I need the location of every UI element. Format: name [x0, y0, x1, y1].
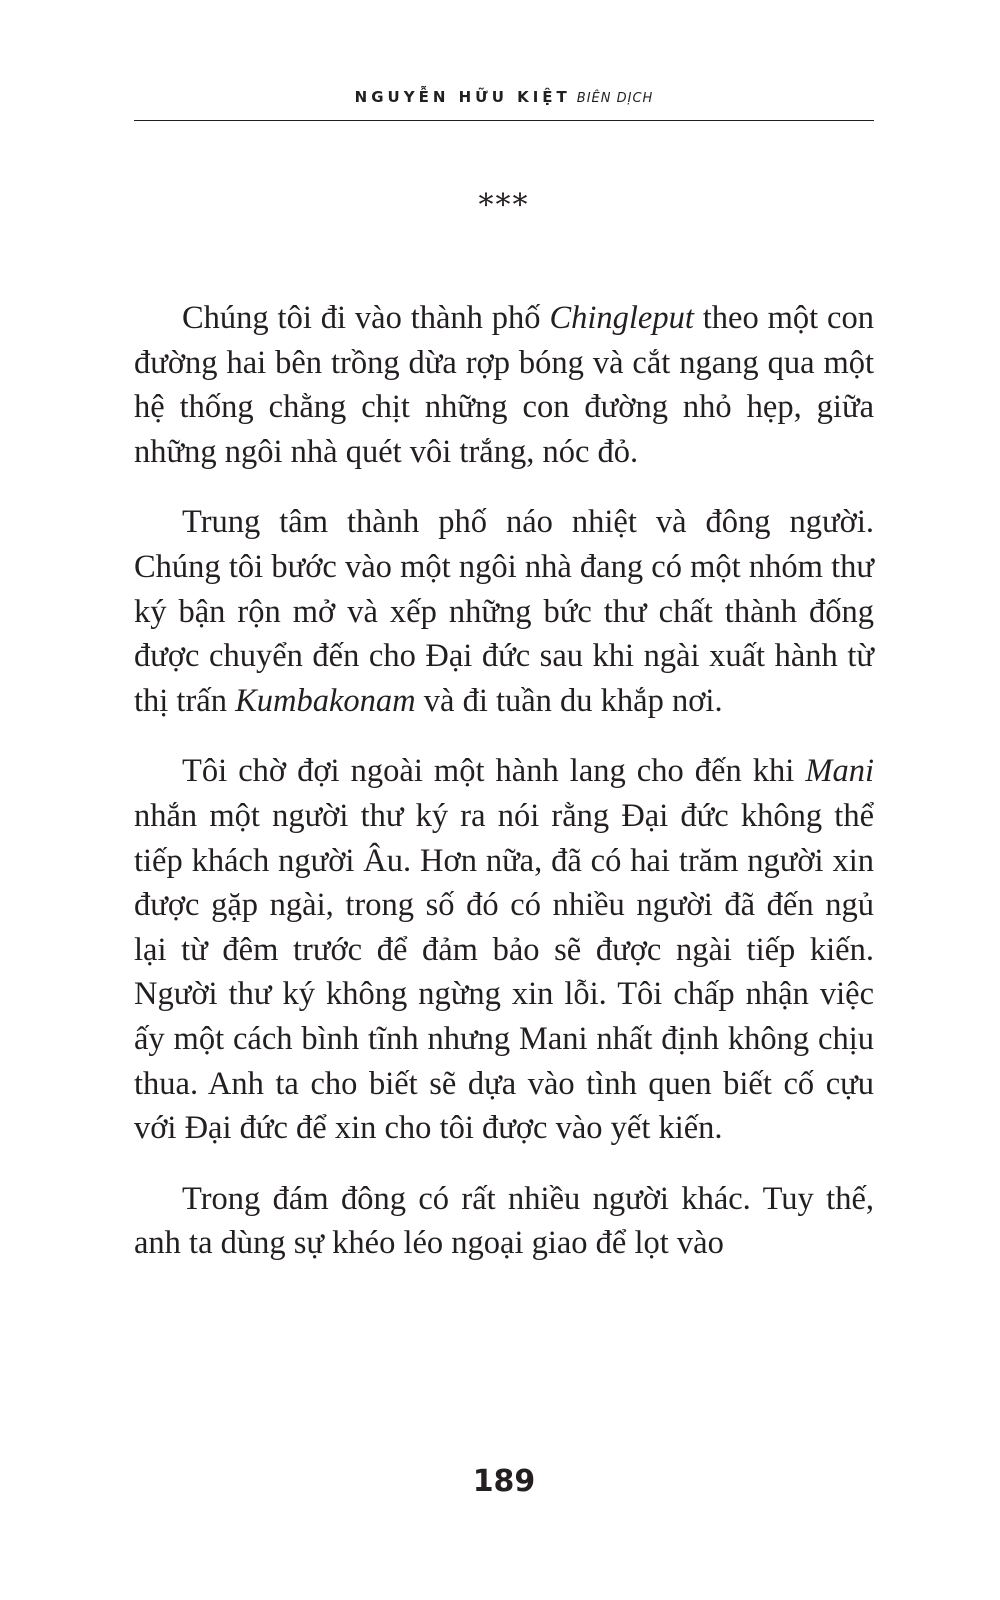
- paragraph-2: [134, 500, 874, 723]
- header-author: NGUYỄN HỮU KIỆT: [354, 88, 571, 106]
- paragraph-4: [134, 1177, 874, 1266]
- paragraph-text: Trung tâm thành phố náo nhiệt và đông người. Chúng tôi bước vào một ngôi nhà đang có một nhóm thư ký bận rộn mở và xếp những bức thư chất thành đống được chuyển đến cho Đại đức sau khi ngài xuất hành từ thị trấn: [134, 504, 874, 719]
- body-text: [134, 296, 874, 1292]
- header-role: BIÊN DỊCH: [576, 91, 654, 106]
- person-name: Mani: [805, 753, 874, 790]
- paragraph-text: theo một con đường hai bên trồng dừa rợp bóng và cắt ngang qua một hệ thống chằng chịt những con đường nhỏ hẹp, giữa những ngôi nhà quét vôi trắng, nóc đỏ.: [134, 300, 874, 470]
- section-break-ornament: ***: [478, 188, 530, 223]
- paragraph-text: Trong đám đông có rất nhiều người khác. Tuy thế, anh ta dùng sự khéo léo ngoại giao để lọt vào: [134, 1180, 874, 1262]
- page-number: 189: [472, 1464, 536, 1499]
- header-rule: [134, 120, 874, 121]
- paragraph-text: nhắn một người thư ký ra nói rằng Đại đức không thể tiếp khách người Âu. Hơn nữa, đã có hai trăm người xin được gặp ngài, trong số đó có nhiều người đã đến ngủ lại từ đêm trước để đảm bảo sẽ được ngài tiếp kiến. Người thư ký không ngừng xin lỗi. Tôi chấp nhận việc ấy một cách bình tĩnh nhưng Mani nhất định không chịu thua. Anh ta cho biết sẽ dựa vào tình quen biết cố cựu với Đại đức để xin cho tôi được vào yết kiến.: [134, 797, 874, 1147]
- paragraph-1: [134, 296, 874, 474]
- place-name: Kumbakonam: [235, 682, 416, 719]
- paragraph-3: [134, 749, 874, 1150]
- running-header: [134, 88, 874, 106]
- paragraph-text: và đi tuần du khắp nơi.: [415, 682, 723, 719]
- paragraph-text: Tôi chờ đợi ngoài một hành lang cho đến khi: [182, 753, 806, 790]
- place-name: Chingleput: [549, 300, 694, 336]
- paragraph-text: Chúng tôi đi vào thành phố: [182, 300, 550, 336]
